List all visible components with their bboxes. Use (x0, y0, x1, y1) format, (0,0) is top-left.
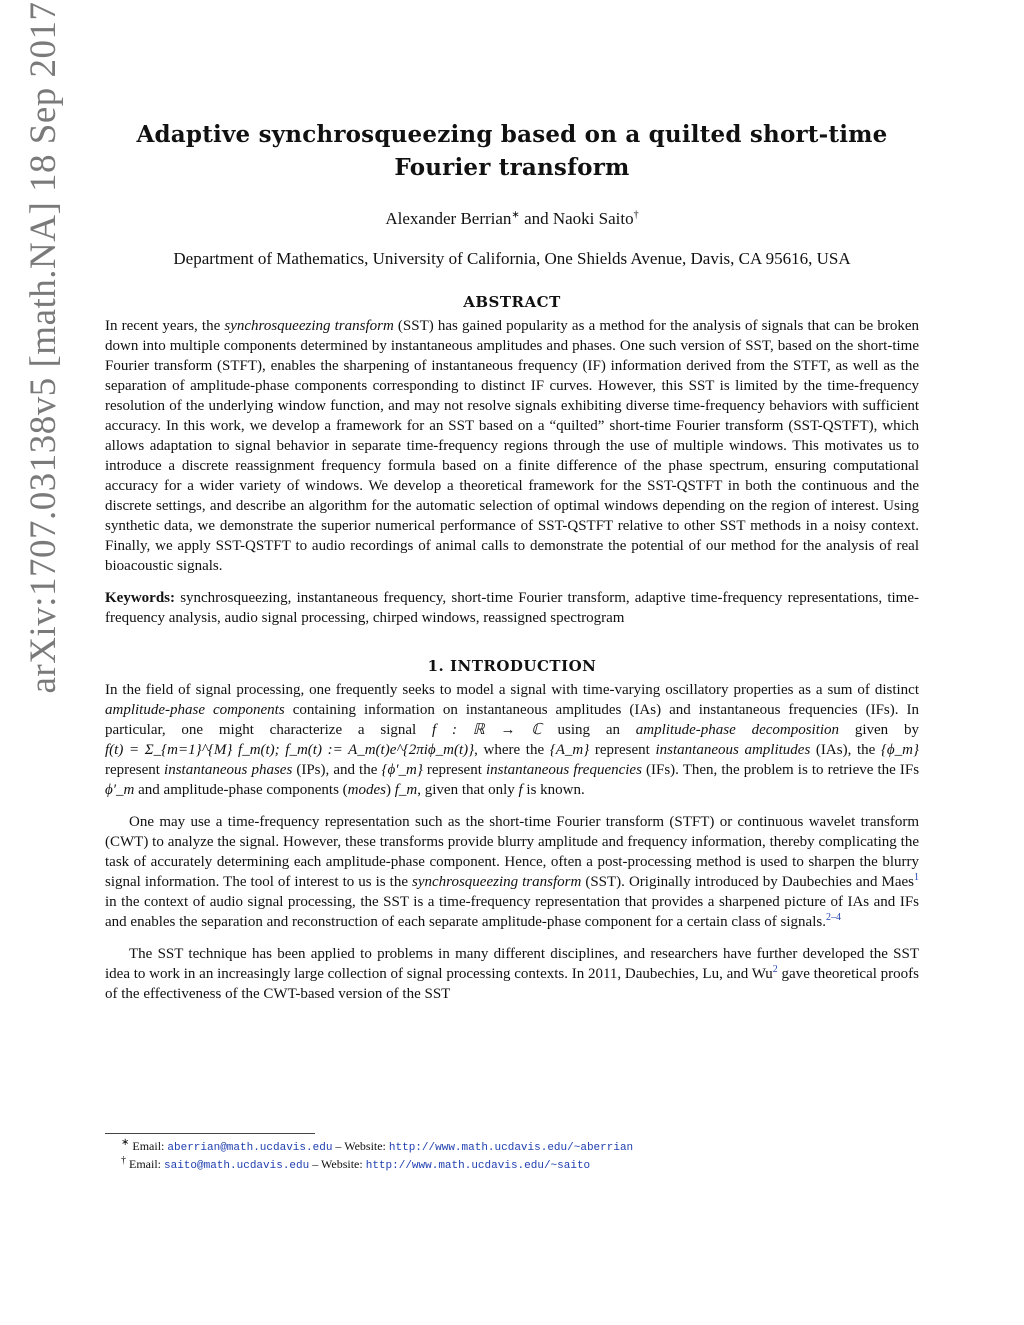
p2-c: in the context of audio signal processing, the SST is a time-frequency representation that provides a sharpened picture of IAs and IFs and enables the separation and reconstruction of each separate amplitude-phase component for a certain class of signals. (105, 894, 919, 930)
p1-o: , given that only (417, 782, 519, 798)
intro-heading: 1. INTRODUCTION (427, 657, 597, 675)
abstract-text (105, 316, 919, 576)
footnote-2-email-label: Email: (126, 1157, 164, 1171)
p1-em3: instantaneous amplitudes (655, 742, 811, 758)
author-berrian: Alexander Berrian (385, 209, 512, 228)
footnote-2-website-label: – Website: (309, 1157, 366, 1171)
author-saito: Naoki Saito (552, 209, 634, 228)
footnote-1 (105, 1138, 919, 1156)
footnote-2-website-link[interactable]: http://www.math.ucdavis.edu/~saito (365, 1160, 591, 1172)
footnote-2 (105, 1156, 919, 1174)
paper-page (105, 118, 919, 1004)
p1-math-2: f(t) = Σ_{m=1}^{M} f_m(t); f_m(t) := A_m(t)e^{2πiϕ_m(t)} (105, 742, 475, 758)
p2-em1: synchrosqueezing transform (412, 874, 582, 890)
p1-i: (IPs), and the (292, 762, 382, 778)
p1-em5: instantaneous frequencies (485, 762, 642, 778)
p1-l: and amplitude-phase components ( (134, 782, 348, 798)
p1-g: (IAs), the (810, 742, 881, 758)
p1-math-1: f : ℝ → ℂ (432, 722, 542, 738)
p1-k: (IFs). Then, the problem is to retrieve the IFs (641, 762, 920, 778)
p1-p: is known. (522, 782, 585, 798)
citation-link-1[interactable]: 1 (914, 872, 919, 883)
affiliation: Department of Mathematics, University of California, One Shields Avenue, Davis, CA 95616, USA (173, 249, 851, 268)
keywords (105, 588, 919, 628)
author-conjunction: and (519, 209, 553, 228)
keywords-label: Keywords: (105, 590, 175, 606)
author-mark-1: ∗ (511, 209, 520, 221)
p1-n: ) (386, 782, 395, 798)
p1-j: represent (422, 762, 486, 778)
author-mark-2: † (633, 209, 639, 221)
footnote-1-email-link[interactable]: aberrian@math.ucdavis.edu (167, 1142, 333, 1154)
abstract-body: (SST) has gained popularity as a method for the analysis of signals that can be broken down into multiple components determined by instantaneous amplitudes and phases. One such version of SST, based on the short-time Fourier transform (STFT), enables the sharpening of instantaneous frequency (IF) information derived from the STFT, as well as the separation of amplitude-phase components corresponding to distinct IF curves. However, this SST is limited by the time-frequency resolution of the underlying window function, and may not resolve signals exhibiting diverse time-frequency behaviors with sufficient accuracy. In this work, we develop a framework for an SST based on a “quilted” short-time Fourier transform (SST-QSTFT), which allows adaptation to signal behavior in separate time-frequency regions through the use of multiple windows. This motivates us to introduce a discrete reassignment frequency formula based on a finite difference of the phase spectrum, ensuring computational accuracy for a wider variety of windows. We develop a theoretical framework for the SST-QSTFT in both the continuous and the discrete settings, and describe an algorithm for the automatic selection of optimal windows depending on the region of interest. Using synthetic data, we demonstrate the superior numerical performance of SST-QSTFT relative to other SST methods in a noisy context. Finally, we apply SST-QSTFT to audio recordings of animal calls to demonstrate the potential of our method for the analysis of real bioacoustic signals. (105, 318, 919, 574)
p1-em1: amplitude-phase components (105, 702, 285, 718)
p2-b: (SST). Originally introduced by Daubechies and Maes (581, 874, 914, 890)
abstract-term: synchrosqueezing transform (224, 318, 394, 334)
footnote-rule (105, 1133, 315, 1134)
p1-h: represent (105, 762, 165, 778)
citation-link-2[interactable]: 2 (772, 964, 778, 975)
p2-a: One may use a time-frequency representation such as the short-time Fourier transform (STFT) or continuous wavelet transform (CWT) to analyze the signal. However, these transforms provide blurry amplitude and frequency information, thereby complicating the task of accurately determining each amplitude-phase component. Hence, often a post-processing method is used to sharpen the blurry signal information. The tool of interest to us is the (105, 814, 919, 890)
arxiv-identifier: arXiv:1707.03138v5 [math.NA] 18 Sep 2017 (22, 1, 64, 694)
p1-em6: modes (347, 782, 386, 798)
footnote-1-email-label: Email: (129, 1139, 168, 1153)
abstract-heading: ABSTRACT (463, 293, 561, 311)
p1-c: using an (541, 722, 636, 738)
paper-title: Adaptive synchrosqueezing based on a quilted short-time Fourier transform (136, 121, 888, 181)
p1-em4: instantaneous phases (164, 762, 293, 778)
intro-paragraph-3 (105, 944, 919, 1004)
footnote-mark-1: ∗ (121, 1137, 130, 1148)
p3-a: The SST technique has been applied to problems in many different disciplines, and researchers have further developed the SST idea to work in an increasingly large collection of signal processing contexts. In 2011, Daubechies, Lu, and Wu (105, 946, 919, 982)
intro-paragraph-2 (105, 812, 919, 932)
footnote-mark-2: † (121, 1155, 126, 1166)
footnote-1-website-link[interactable]: http://www.math.ucdavis.edu/~aberrian (388, 1142, 634, 1154)
footnote-1-website-label: – Website: (332, 1139, 389, 1153)
footnotes (105, 1133, 919, 1174)
p1-a: In the field of signal processing, one frequently seeks to model a signal with time-varying oscillatory properties as a sum of distinct (105, 682, 919, 698)
p1-b: containing information on instantaneous amplitudes (IAs) and instantaneous frequencies (IFs). In particular, one might characterize a signal (105, 702, 920, 738)
intro-paragraph-1 (105, 680, 919, 800)
footnote-2-email-link[interactable]: saito@math.ucdavis.edu (164, 1160, 310, 1172)
keywords-list: synchrosqueezing, instantaneous frequency, short-time Fourier transform, adaptive time-frequency representations, time-frequency analysis, audio signal processing, chirped windows, reassigned spectrogram (105, 590, 919, 626)
citation-link-2-4[interactable]: 2–4 (825, 912, 841, 923)
p1-f: represent (589, 742, 656, 758)
p1-math-6: ϕ′_m (105, 782, 135, 798)
abstract-pre: In recent years, the (105, 318, 225, 334)
p1-math-7: f_m (394, 782, 418, 798)
p1-em2: amplitude-phase decomposition (635, 722, 840, 738)
p1-math-4: {ϕ_m} (880, 742, 919, 758)
p1-math-8: f (518, 782, 523, 798)
p3-b: gave theoretical proofs of the effectiveness of the CWT-based version of the SST (105, 966, 919, 1002)
author-line (105, 209, 919, 229)
p1-math-5: {ϕ′_m} (381, 762, 423, 778)
p1-e: , where the (474, 742, 550, 758)
p1-math-3: {A_m} (549, 742, 590, 758)
p1-d: given by (839, 722, 919, 738)
